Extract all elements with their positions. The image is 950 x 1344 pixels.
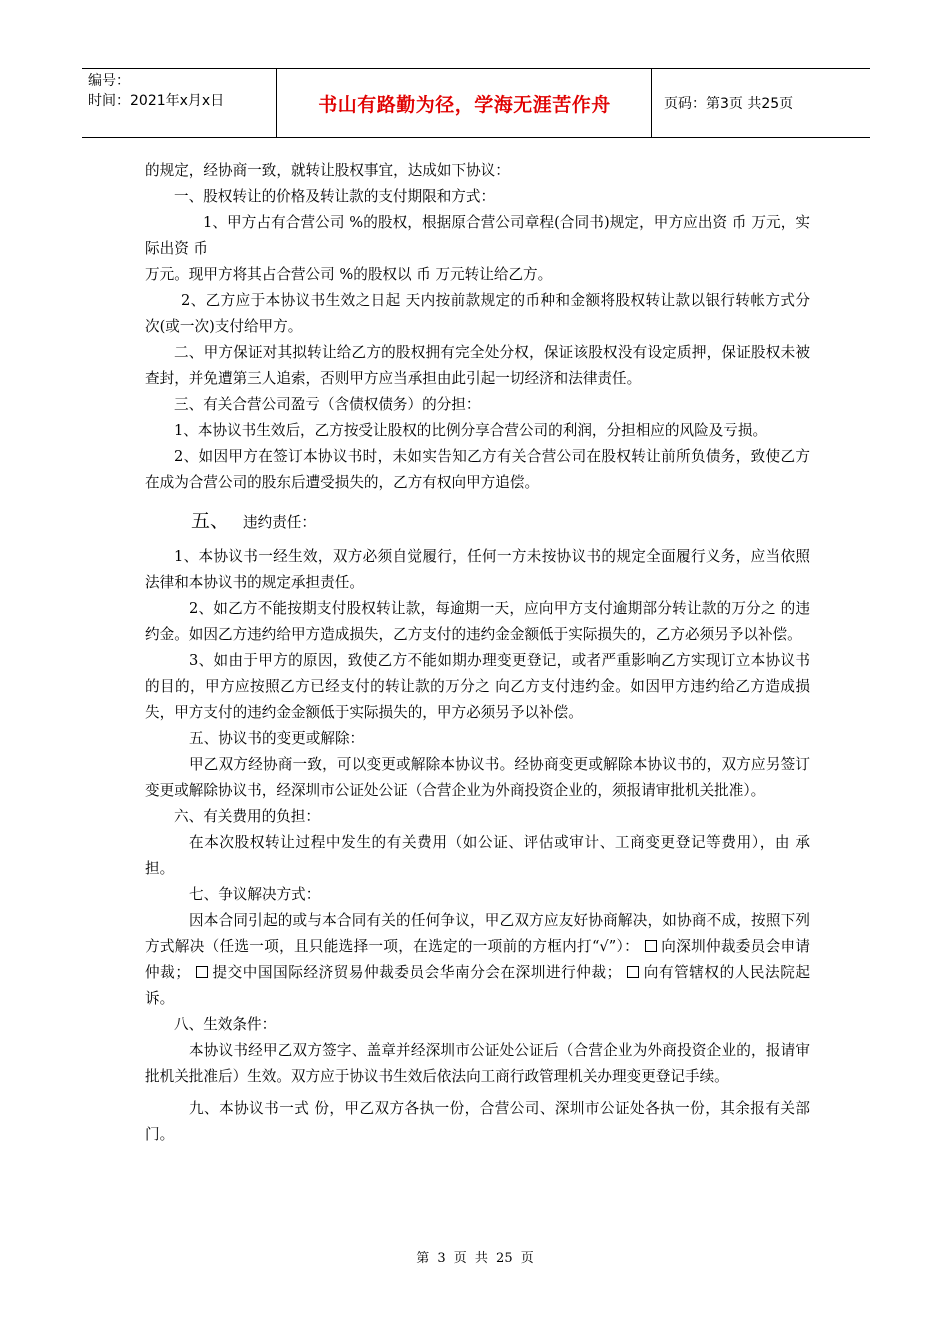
document-number-label: 编号：	[88, 73, 130, 89]
checkbox-icon[interactable]	[627, 966, 639, 978]
section-number: 五、	[191, 510, 230, 532]
paragraph: 2、如因甲方在签订本协议书时，未如实告知乙方有关合营公司在股权转让前所负债务，致使乙方在成为合营公司的股东后遭受损失的，乙方有权向甲方追偿。	[145, 448, 810, 491]
paragraph: 1、本协议书生效后，乙方按受让股权的比例分享合营公司的利润，分担相应的风险及亏损。	[174, 422, 768, 439]
checkbox-icon[interactable]	[645, 940, 657, 952]
section-heading: 一、股权转让的价格及转让款的支付期限和方式：	[174, 188, 496, 205]
section-heading: 六、有关费用的负担：	[174, 808, 320, 825]
paragraph: 3、如由于甲方的原因，致使乙方不能如期办理变更登记，或者严重影响乙方实现订立本协议书的目的，甲方应按照乙方已经支付的转让款的万分之 向乙方支付违约金。如因甲方违约给乙方造成损失，甲方支付的违约金金额低于实际损失的，甲方必须另予以补偿。	[145, 652, 810, 721]
section-title: 违约责任：	[243, 514, 316, 531]
option-court: 向有管辖权的人民法院起诉。	[145, 964, 810, 1007]
paragraph: 1、甲方占有合营公司 %的股权，根据原合营公司章程(合同书)规定，甲方应出资 币 万元，实际出资 币	[145, 214, 810, 257]
paragraph: 本协议书经甲乙双方签字、盖章并经深圳市公证处公证后（合营企业为外商投资企业的，报请审批机关批准后）生效。双方应于协议书生效后依法向工商行政管理机关办理变更登记手续。	[145, 1042, 810, 1085]
header-divider	[651, 69, 652, 137]
page-header	[82, 68, 870, 138]
paragraph: 在本次股权转让过程中发生的有关费用（如公证、评估或审计、工商变更登记等费用），由 承担。	[145, 834, 810, 877]
paragraph: 2、乙方应于本协议书生效之日起 天内按前款规定的币种和金额将股权转让款以银行转帐方式分 次(或一次)支付给甲方。	[145, 292, 810, 335]
section-heading: 八、生效条件：	[174, 1016, 277, 1033]
option-cietac-south: 提交中国国际经济贸易仲裁委员会华南分会在深圳进行仲裁；	[211, 964, 622, 981]
option-shenzhen-arbitration: 向深圳仲裁委员会申请仲裁；	[145, 938, 810, 981]
paragraph: 万元。现甲方将其占合营公司 %的股权以 币 万元转让给乙方。	[145, 266, 553, 283]
paragraph: 甲乙双方经协商一致，可以变更或解除本协议书。经协商变更或解除本协议书的，双方应另签订变更或解除协议书，经深圳市公证处公证（合营企业为外商投资企业的，须报请审批机关批准）。	[145, 756, 810, 799]
paragraph: 1、本协议书一经生效，双方必须自觉履行，任何一方未按协议书的规定全面履行义务，应当依照法律和本协议书的规定承担责任。	[145, 548, 810, 591]
header-divider	[276, 69, 277, 137]
dispute-intro: 因本合同引起的或与本合同有关的任何争议，甲乙双方应友好协商解决，如协商不成，按照下列方式解决（任选一项，且只能选择一项，在选定的一项前的方框内打“√”）：	[145, 912, 810, 955]
paragraph: 2、如乙方不能按期支付股权转让款，每逾期一天，应向甲方支付逾期部分转让款的万分之 的违约金。如因乙方违约给甲方造成损失，乙方支付的违约金金额低于实际损失的，乙方必须另予以补偿。	[145, 600, 810, 643]
paragraph: 九、本协议书一式 份，甲乙双方各执一份，合营公司、深圳市公证处各执一份，其余报有关部门。	[145, 1100, 810, 1143]
header-motto: 书山有路勤为径，学海无涯苦作舟	[318, 94, 611, 116]
section-heading	[145, 506, 810, 538]
page-footer: 第 3 页 共 25 页	[416, 1251, 534, 1266]
section-heading: 三、有关合营公司盈亏（含债权债务）的分担：	[174, 396, 481, 413]
section-heading: 七、争议解决方式：	[189, 886, 321, 903]
document-date: 时间：2021年x月x日	[88, 93, 225, 109]
paragraph	[145, 908, 810, 1012]
paragraph: 二、甲方保证对其拟转让给乙方的股权拥有完全处分权，保证该股权没有设定质押，保证股权未被查封，并免遭第三人追索，否则甲方应当承担由此引起一切经济和法律责任。	[145, 344, 810, 387]
paragraph: 的规定，经协商一致，就转让股权事宜，达成如下协议：	[145, 162, 510, 179]
checkbox-icon[interactable]	[196, 966, 208, 978]
document-body	[145, 158, 810, 1148]
header-page-info: 页码：第3页 共25页	[664, 96, 794, 112]
header-meta	[88, 71, 224, 111]
section-heading: 五、协议书的变更或解除：	[189, 730, 365, 747]
